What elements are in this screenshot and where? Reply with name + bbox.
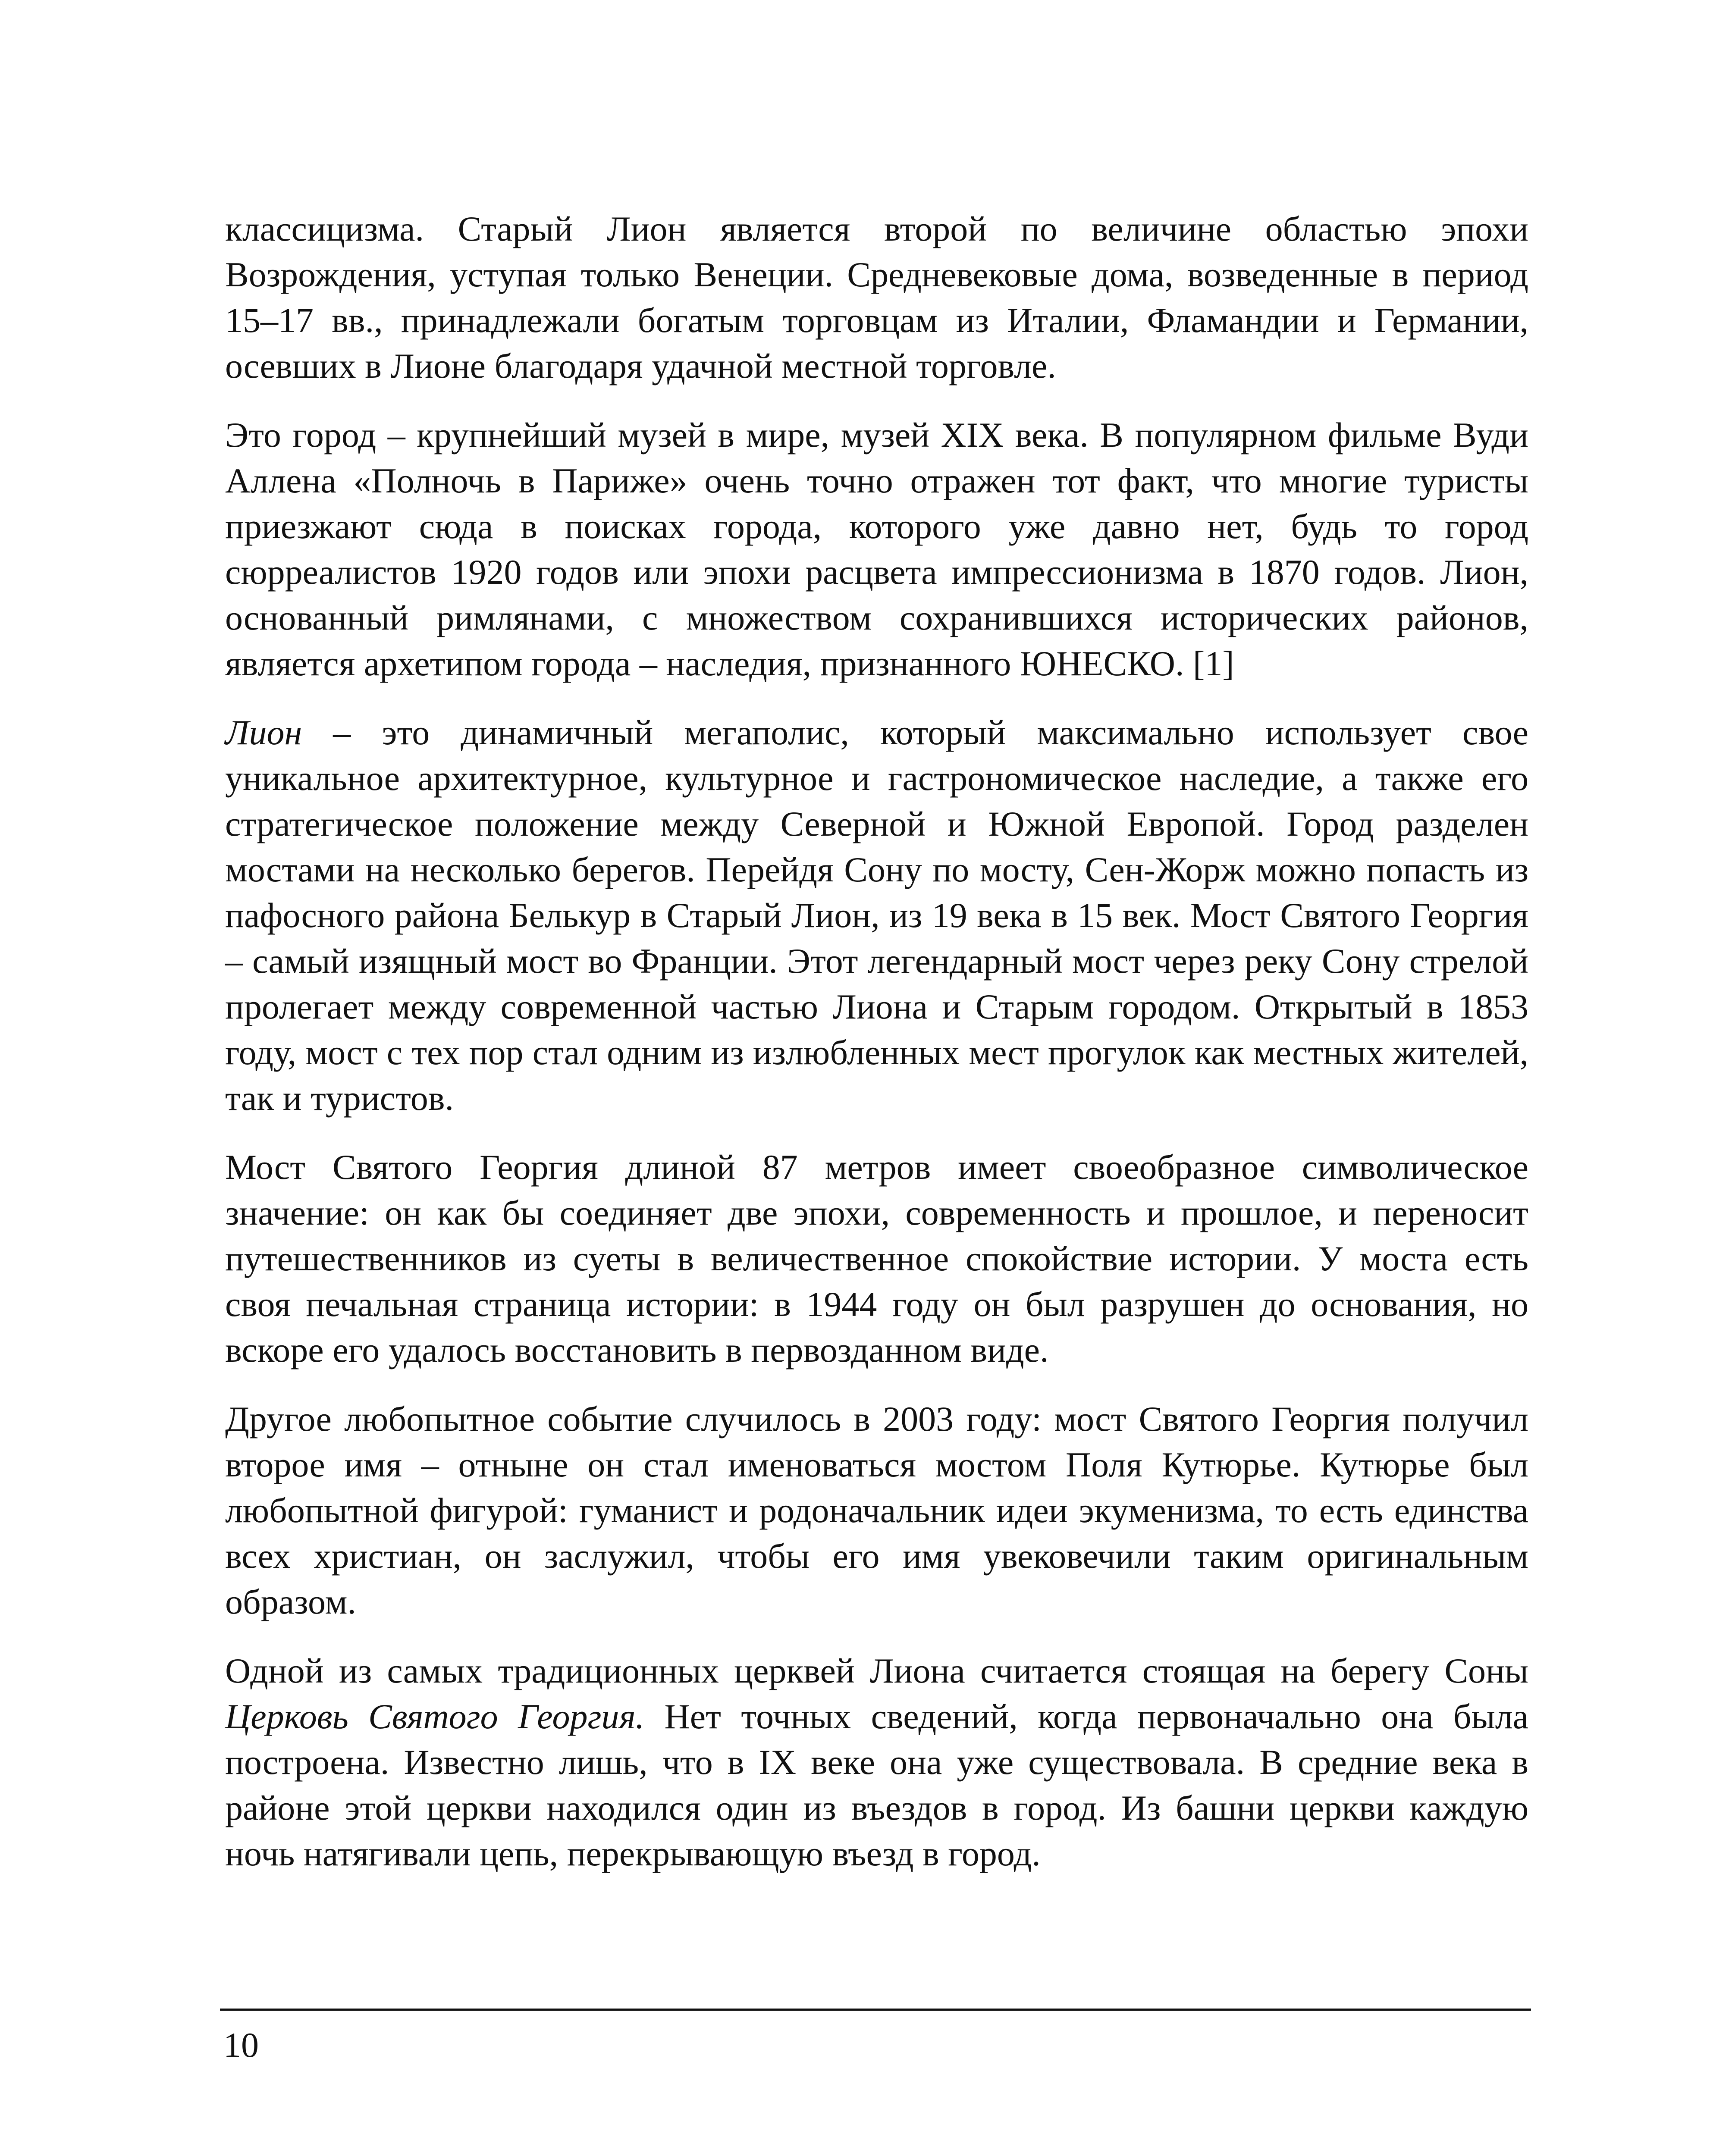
paragraph-6: [225, 1648, 1528, 1877]
paragraph-text: Мост Святого Георгия длиной 87 метров имеет своеобразное символическое значение: он как бы соединяет две эпохи, современность и прошлое, и переносит путешественников из суеты в величественное спокойствие истории. У моста есть своя печальная страница истории: в 1944 году он был разрушен до основания, но вскоре его удалось восстановить в первозданном виде.: [225, 1147, 1528, 1369]
paragraph-1: [225, 206, 1528, 389]
page-number: 10: [223, 2025, 259, 2065]
paragraph-2: [225, 412, 1528, 686]
paragraph-text: – это динамичный мегаполис, который максимально использует свое уникальное архитектурное, культурное и гастрономическое наследие, а также его стратегическое положение между Северной и Южной Европой. Город разделен мостами на несколько берегов. Перейдя Сону по мосту, Сен-Жорж можно попасть из пафосного района Белькур в Старый Лион, из 19 века в 15 век. Мост Святого Георгия – самый изящный мост во Франции. Этот легендарный мост через реку Сону стрелой пролегает между современной частью Лиона и Старым городом. Открытый в 1853 году, мост с тех пор стал одним из излюбленных мест прогулок как местных жителей, так и туристов.: [225, 713, 1528, 1118]
paragraph-5: [225, 1396, 1528, 1625]
paragraph-4: [225, 1144, 1528, 1373]
paragraph-text: Другое любопытное событие случилось в 2003 году: мост Святого Георгия получил второе имя – отныне он стал именоваться мостом Поля Кутюрье. Кутюрье был любопытной фигурой: гуманист и родоначальник идеи экуменизма, то есть единства всех христиан, он заслужил, чтобы его имя увековечили таким оригинальным образом.: [225, 1399, 1528, 1621]
paragraph-text: классицизма. Старый Лион является второй по величине областью эпохи Возрождения, уступая только Венеции. Средневековые дома, возведенные в период 15–17 вв., принадлежали богатым торговцам из Италии, Фламандии и Германии, осевших в Лионе благодаря удачной местной торговле.: [225, 209, 1528, 385]
paragraph-3: [225, 710, 1528, 1121]
paragraph-text: Одной из самых традиционных церквей Лиона считается стоящая на берегу Соны: [225, 1651, 1528, 1690]
italic-term-lyon: Лион: [225, 713, 302, 752]
page-body: [225, 206, 1528, 1900]
italic-term-church: Церковь Святого Георгия.: [225, 1697, 645, 1736]
paragraph-text: Нет точных сведений, когда первоначально она была построена. Известно лишь, что в IX веке она уже существовала. В средние века в районе этой церкви находился один из въездов в город. Из башни церкви каждую ночь натягивали цепь, перекрывающую въезд в город.: [225, 1697, 1529, 1873]
paragraph-text: Это город – крупнейший музей в мире, музей XIX века. В популярном фильме Вуди Аллена «Полночь в Париже» очень точно отражен тот факт, что многие туристы приезжают сюда в поисках города, которого уже давно нет, будь то город сюрреалистов 1920 годов или эпохи расцвета импрессионизма в 1870 годов. Лион, основанный римлянами, с множеством сохранившихся исторических районов, является архетипом города – наследия, признанного ЮНЕСКО. [1]: [225, 415, 1528, 683]
footer-divider: [220, 2009, 1531, 2011]
